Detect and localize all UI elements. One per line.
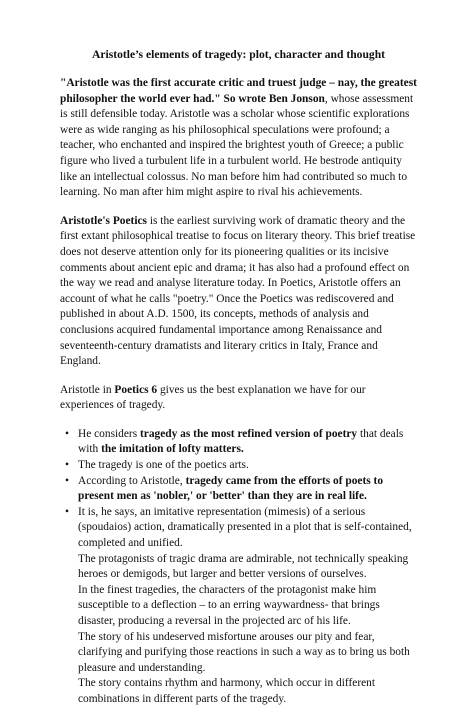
bullet-4-sub-2: In the finest tragedies, the characters of the protagonist make him susceptible to a deflection – to an erring waywardness- that brings disaster, producing a reversal in the projected arc of his life.: [78, 583, 380, 627]
bullet-4-text: • It is, he says, an imitative representation (mimesis) of a serious (spoudaios) action, dramatically presented in a plot that is self-contained, completed and unified.: [78, 505, 412, 550]
poetics-6-pre: Aristotle in: [60, 383, 115, 396]
list-item: [78, 505, 417, 708]
bullet-4-sub-4: The story contains rhythm and harmony, which occur in different combinations in different parts of the tragedy.: [78, 677, 376, 705]
paragraph-poetics-6: [60, 383, 417, 414]
intro-text: , whose assessment is still defensible today. Aristotle was a scholar whose scientific explorations were as wide ranging as his philosophical speculations were profound; a teacher, who enchanted and inspired the brightest youth of Greece; a public figure who lived a turbulent life in a turbulent world. He bestrode antiquity like an intellectual colossus. No man before him had contributed so much to learning. No man after him might aspire to rival his achievements.: [60, 92, 414, 199]
list-item: [78, 474, 417, 505]
poetics-text: is the earliest surviving work of dramatic theory and the first extant philosophical treatise to focus on literary theory. This brief treatise does not deserve attention only for its pioneering qualities or its incisive comments about ancient epic and drama; it has also had a profound effect on the way we read and analyse literature today. In Poetics, Aristotle offers an account of what he calls "poetry." Once the Poetics was rediscovered and published in about A.D. 1500, its concepts, methods of analysis and conclusions acquired fundamental importance among Renaissance and seventeenth-century dramatists and literary critics in Italy, France and England.: [60, 214, 416, 368]
bullet-1-bold-2: the imitation of lofty matters.: [101, 443, 244, 456]
bullet-3-pre: According to Aristotle,: [78, 474, 186, 487]
jonson-quote: "Aristotle was the first accurate critic and truest judge – nay, the greatest philosopher the world ever had." So wrote Ben Jonson: [60, 77, 417, 105]
paragraph-intro: [60, 76, 417, 201]
bullet-1-bold: tragedy as the most refined version of poetry: [140, 427, 358, 440]
tragedy-bullet-list: [60, 427, 417, 708]
bullet-3-bold: tragedy came from the efforts of poets to present men as 'nobler,' or 'better' than they are in real life.: [78, 474, 384, 503]
poetics-lead: Aristotle's Poetics: [60, 214, 147, 227]
bullet-1-mid: that deals with: [78, 427, 404, 456]
list-item: • The tragedy is one of the poetics arts.: [78, 458, 417, 474]
document-title: Aristotle’s elements of tragedy: plot, character and thought: [91, 48, 385, 61]
poetics-6-post: gives us the best explanation we have for our experiences of tragedy.: [60, 383, 366, 412]
list-item: [78, 427, 417, 458]
paragraph-poetics: [60, 214, 417, 370]
bullet-1-pre: He considers: [78, 427, 140, 440]
poetics-6-bold: Poetics 6: [114, 383, 158, 396]
bullet-4-sub-3: The story of his undeserved misfortune arouses our pity and fear, clarifying and purifying those reactions in such a way as to bring us both pleasure and understanding.: [78, 630, 410, 674]
bullet-4-sub-1: The protagonists of tragic drama are admirable, not technically speaking heroes or demigods, but larger and better versions of ourselves.: [78, 552, 409, 581]
